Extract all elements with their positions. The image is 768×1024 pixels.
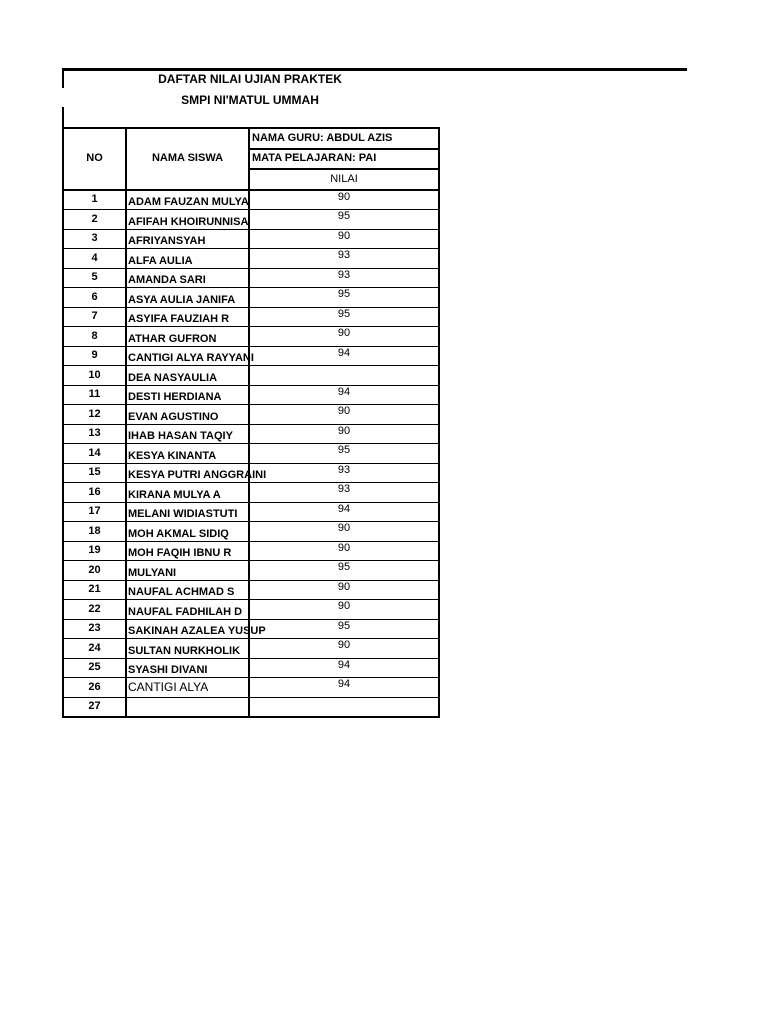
row-number-cell[interactable]: 26 (63, 678, 126, 698)
table-row (63, 424, 439, 444)
teacher-name-cell[interactable]: NAMA GURU: ABDUL AZIS (249, 128, 439, 149)
row-number-cell[interactable]: 13 (63, 424, 126, 444)
table-row (63, 229, 439, 249)
score-cell[interactable]: 95 (249, 561, 439, 581)
row-number-cell[interactable]: 18 (63, 522, 126, 542)
subject-cell[interactable]: MATA PELAJARAN: PAI (249, 149, 439, 170)
table-row (63, 268, 439, 288)
table-row (63, 678, 439, 698)
score-cell[interactable]: 90 (249, 541, 439, 561)
student-name-cell[interactable]: AFRIYANSYAH (126, 229, 249, 249)
score-cell[interactable] (249, 697, 439, 717)
score-cell[interactable]: 95 (249, 307, 439, 327)
row-number-cell[interactable]: 24 (63, 639, 126, 659)
row-number-cell[interactable]: 27 (63, 697, 126, 717)
score-cell[interactable]: 94 (249, 385, 439, 405)
row-number-cell[interactable]: 8 (63, 327, 126, 347)
student-name-cell[interactable]: MULYANI (126, 561, 249, 581)
table-row (63, 190, 439, 210)
score-cell[interactable]: 90 (249, 580, 439, 600)
student-name-cell[interactable]: ATHAR GUFRON (126, 327, 249, 347)
table-row (63, 697, 439, 717)
table-row (63, 288, 439, 308)
grades-table (62, 127, 440, 718)
column-header-score: NILAI (249, 169, 439, 190)
school-name: SMPI NI'MATUL UMMAH (181, 93, 319, 107)
row-number-cell[interactable]: 10 (63, 366, 126, 386)
table-row (63, 483, 439, 503)
score-cell[interactable]: 90 (249, 229, 439, 249)
student-name-cell[interactable]: MOH FAQIH IBNU R (126, 541, 249, 561)
student-name-cell[interactable]: SULTAN NURKHOLIK (126, 639, 249, 659)
score-cell[interactable]: 90 (249, 600, 439, 620)
row-number-cell[interactable]: 3 (63, 229, 126, 249)
row-number-cell[interactable]: 5 (63, 268, 126, 288)
student-name-cell[interactable]: ALFA AULIA (126, 249, 249, 269)
row-number-cell[interactable]: 2 (63, 210, 126, 230)
student-name-cell[interactable]: DESTI HERDIANA (126, 385, 249, 405)
row-number-cell[interactable]: 11 (63, 385, 126, 405)
row-number-cell[interactable]: 6 (63, 288, 126, 308)
table-row (63, 541, 439, 561)
score-cell[interactable]: 95 (249, 210, 439, 230)
left-border-rule (62, 107, 64, 129)
score-cell[interactable]: 90 (249, 405, 439, 425)
row-number-cell[interactable]: 23 (63, 619, 126, 639)
table-row (63, 444, 439, 464)
score-cell[interactable]: 93 (249, 268, 439, 288)
score-cell[interactable]: 94 (249, 502, 439, 522)
table-row (63, 502, 439, 522)
score-cell[interactable]: 90 (249, 639, 439, 659)
student-name-cell[interactable]: CANTIGI ALYA RAYYANI (126, 346, 249, 366)
student-name-cell[interactable]: IHAB HASAN TAQIY (126, 424, 249, 444)
score-cell[interactable]: 95 (249, 288, 439, 308)
row-number-cell[interactable]: 9 (63, 346, 126, 366)
row-number-cell[interactable]: 4 (63, 249, 126, 269)
score-cell[interactable]: 95 (249, 619, 439, 639)
header-row (63, 128, 439, 149)
document-title: DAFTAR NILAI UJIAN PRAKTEK (158, 72, 342, 86)
row-number-cell[interactable]: 17 (63, 502, 126, 522)
student-name-cell[interactable]: KESYA PUTRI ANGGRAINI (126, 463, 249, 483)
top-border-rule (62, 68, 687, 71)
score-cell[interactable]: 93 (249, 249, 439, 269)
table-row (63, 405, 439, 425)
row-number-cell[interactable]: 21 (63, 580, 126, 600)
table-row (63, 600, 439, 620)
student-name-cell[interactable]: CANTIGI ALYA (126, 678, 249, 698)
row-number-cell[interactable]: 25 (63, 658, 126, 678)
student-name-cell[interactable]: ASYIFA FAUZIAH R (126, 307, 249, 327)
row-number-cell[interactable]: 20 (63, 561, 126, 581)
score-cell[interactable]: 94 (249, 678, 439, 698)
table-row (63, 210, 439, 230)
student-name-cell[interactable]: KIRANA MULYA A (126, 483, 249, 503)
student-name-cell[interactable]: EVAN AGUSTINO (126, 405, 249, 425)
student-name-cell[interactable]: MELANI WIDIASTUTI (126, 502, 249, 522)
row-number-cell[interactable]: 19 (63, 541, 126, 561)
score-cell[interactable]: 94 (249, 658, 439, 678)
table-row (63, 639, 439, 659)
row-number-cell[interactable]: 7 (63, 307, 126, 327)
student-name-cell[interactable]: ASYA AULIA JANIFA (126, 288, 249, 308)
row-number-cell[interactable]: 22 (63, 600, 126, 620)
student-name-cell[interactable]: KESYA KINANTA (126, 444, 249, 464)
table-row (63, 658, 439, 678)
table-row (63, 307, 439, 327)
student-name-cell[interactable]: SAKINAH AZALEA YUSUP (126, 619, 249, 639)
table-row (63, 385, 439, 405)
student-name-cell[interactable]: NAUFAL FADHILAH D (126, 600, 249, 620)
row-number-cell[interactable]: 12 (63, 405, 126, 425)
student-name-cell[interactable] (126, 697, 249, 717)
table-row (63, 327, 439, 347)
table-row (63, 619, 439, 639)
table-row (63, 463, 439, 483)
row-number-cell[interactable]: 16 (63, 483, 126, 503)
table-row (63, 522, 439, 542)
table-row (63, 561, 439, 581)
column-header-name: NAMA SISWA (126, 128, 249, 190)
left-border-rule (62, 68, 64, 88)
score-cell[interactable]: 90 (249, 522, 439, 542)
table-row (63, 366, 439, 386)
student-name-cell[interactable]: DEA NASYAULIA (126, 366, 249, 386)
row-number-cell[interactable]: 1 (63, 190, 126, 210)
student-name-cell[interactable]: SYASHI DIVANI (126, 658, 249, 678)
score-cell[interactable] (249, 366, 439, 386)
row-number-cell[interactable]: 15 (63, 463, 126, 483)
table-row (63, 249, 439, 269)
student-name-cell[interactable]: NAUFAL ACHMAD S (126, 580, 249, 600)
score-cell[interactable]: 95 (249, 444, 439, 464)
score-cell[interactable]: 90 (249, 327, 439, 347)
score-cell[interactable]: 90 (249, 190, 439, 210)
table-row (63, 346, 439, 366)
score-cell[interactable]: 93 (249, 463, 439, 483)
row-number-cell[interactable]: 14 (63, 444, 126, 464)
score-cell[interactable]: 94 (249, 346, 439, 366)
column-header-no: NO (63, 128, 126, 190)
student-name-cell[interactable]: AFIFAH KHOIRUNNISA (126, 210, 249, 230)
score-cell[interactable]: 90 (249, 424, 439, 444)
score-cell[interactable]: 93 (249, 483, 439, 503)
table-row (63, 580, 439, 600)
student-name-cell[interactable]: ADAM FAUZAN MULYA (126, 190, 249, 210)
student-name-cell[interactable]: AMANDA SARI (126, 268, 249, 288)
student-name-cell[interactable]: MOH AKMAL SIDIQ (126, 522, 249, 542)
